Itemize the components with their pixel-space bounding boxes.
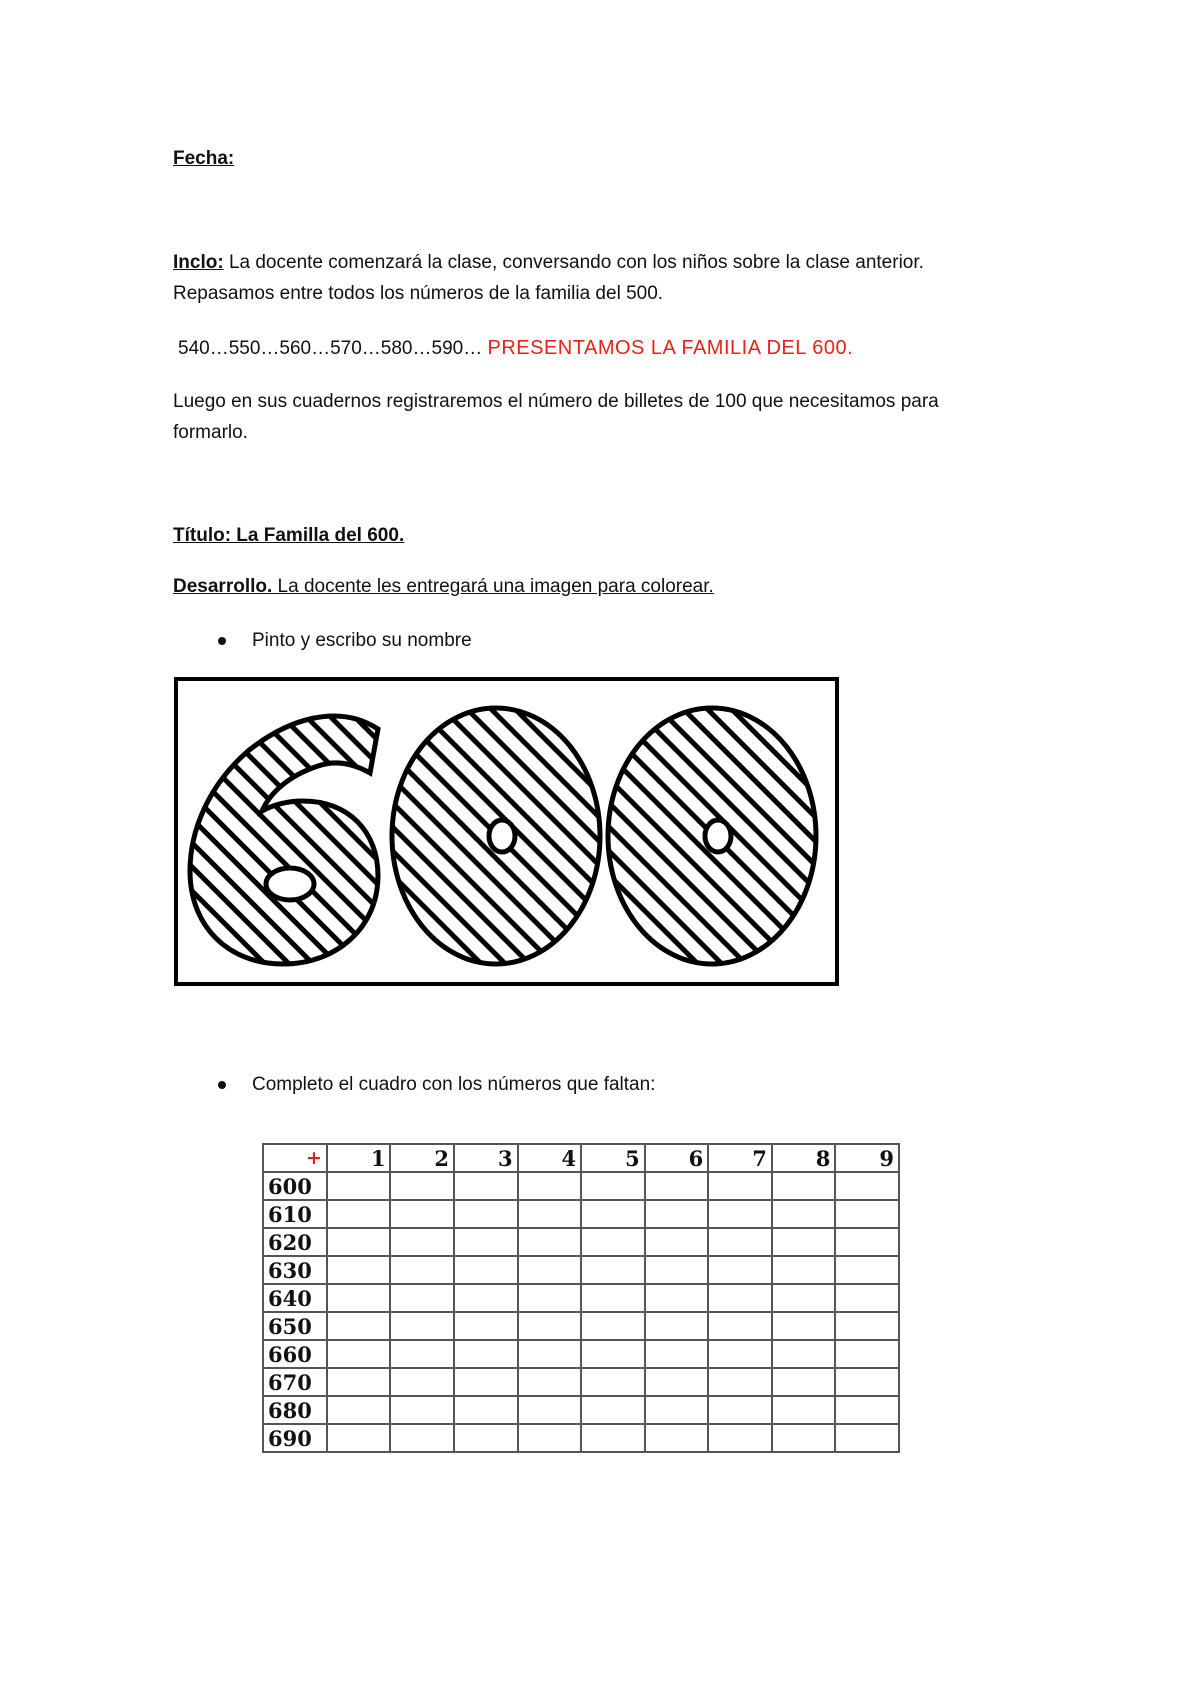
blank-answer-cell[interactable] (518, 1396, 582, 1424)
corner-plus-sign: + (263, 1144, 327, 1172)
row-header: 610 (263, 1200, 327, 1228)
inicio-line-2: Repasamos entre todos los números de la familia del 500. (173, 283, 664, 304)
blank-answer-cell[interactable] (454, 1172, 518, 1200)
row-header: 620 (263, 1228, 327, 1256)
family-600-announcement: PRESENTAMOS LA FAMILIA DEL 600. (487, 337, 854, 359)
row-header: 690 (263, 1424, 327, 1452)
blank-answer-cell[interactable] (772, 1396, 836, 1424)
col-header: 8 (772, 1144, 836, 1172)
row-header: 600 (263, 1172, 327, 1200)
blank-answer-cell[interactable] (645, 1340, 709, 1368)
col-header: 9 (835, 1144, 899, 1172)
row-header: 660 (263, 1340, 327, 1368)
blank-answer-cell[interactable] (772, 1312, 836, 1340)
blank-answer-cell[interactable] (645, 1396, 709, 1424)
blank-answer-cell[interactable] (390, 1368, 454, 1396)
blank-answer-cell[interactable] (581, 1228, 645, 1256)
blank-answer-cell[interactable] (645, 1200, 709, 1228)
blank-answer-cell[interactable] (327, 1396, 391, 1424)
blank-answer-cell[interactable] (327, 1368, 391, 1396)
blank-answer-cell[interactable] (772, 1256, 836, 1284)
blank-answer-cell[interactable] (518, 1312, 582, 1340)
date-label: Fecha: (173, 148, 235, 169)
luego-line-2: formarlo. (173, 422, 248, 443)
desarrollo-line (173, 574, 714, 600)
inicio-text: La docente comenzará la clase, conversando con los niños sobre la clase anterior. (223, 252, 924, 273)
blank-answer-cell[interactable] (645, 1256, 709, 1284)
blank-answer-cell[interactable] (327, 1172, 391, 1200)
blank-answer-cell[interactable] (518, 1200, 582, 1228)
blank-answer-cell[interactable] (835, 1396, 899, 1424)
blank-answer-cell[interactable] (708, 1228, 772, 1256)
blank-answer-cell[interactable] (390, 1396, 454, 1424)
blank-answer-cell[interactable] (518, 1172, 582, 1200)
blank-answer-cell[interactable] (390, 1256, 454, 1284)
row-header: 680 (263, 1396, 327, 1424)
blank-answer-cell[interactable] (390, 1172, 454, 1200)
blank-answer-cell[interactable] (772, 1368, 836, 1396)
blank-answer-cell[interactable] (390, 1284, 454, 1312)
blank-answer-cell[interactable] (454, 1200, 518, 1228)
blank-answer-cell[interactable] (581, 1284, 645, 1312)
blank-answer-cell[interactable] (708, 1340, 772, 1368)
blank-answer-cell[interactable] (645, 1368, 709, 1396)
blank-answer-cell[interactable] (772, 1228, 836, 1256)
blank-answer-cell[interactable] (645, 1312, 709, 1340)
blank-answer-cell[interactable] (581, 1368, 645, 1396)
date-line (173, 146, 234, 172)
col-header: 2 (390, 1144, 454, 1172)
blank-answer-cell[interactable] (835, 1228, 899, 1256)
blank-answer-cell[interactable] (454, 1396, 518, 1424)
blank-answer-cell[interactable] (327, 1256, 391, 1284)
table-row (263, 1424, 899, 1452)
blank-answer-cell[interactable] (581, 1396, 645, 1424)
blank-answer-cell[interactable] (454, 1284, 518, 1312)
blank-answer-cell[interactable] (772, 1284, 836, 1312)
blank-answer-cell[interactable] (390, 1340, 454, 1368)
blank-answer-cell[interactable] (581, 1424, 645, 1452)
blank-answer-cell[interactable] (835, 1172, 899, 1200)
blank-answer-cell[interactable] (708, 1396, 772, 1424)
blank-answer-cell[interactable] (518, 1284, 582, 1312)
blank-answer-cell[interactable] (327, 1312, 391, 1340)
blank-answer-cell[interactable] (708, 1312, 772, 1340)
blank-answer-cell[interactable] (518, 1228, 582, 1256)
blank-answer-cell[interactable] (645, 1172, 709, 1200)
table-header-row (263, 1144, 899, 1172)
table-row (263, 1284, 899, 1312)
blank-answer-cell[interactable] (708, 1172, 772, 1200)
digit-six-shape (190, 716, 378, 964)
blank-answer-cell[interactable] (454, 1228, 518, 1256)
blank-answer-cell[interactable] (581, 1340, 645, 1368)
blank-answer-cell[interactable] (327, 1340, 391, 1368)
addition-table (262, 1143, 900, 1453)
blank-answer-cell[interactable] (518, 1424, 582, 1452)
blank-answer-cell[interactable] (772, 1340, 836, 1368)
digit-zero-2-shape (608, 708, 816, 964)
table-row (263, 1368, 899, 1396)
table-row (263, 1396, 899, 1424)
hatched-600-artwork (174, 677, 839, 986)
blank-answer-cell[interactable] (454, 1256, 518, 1284)
row-header: 650 (263, 1312, 327, 1340)
blank-answer-cell[interactable] (835, 1424, 899, 1452)
desarrollo-period: . (708, 576, 714, 597)
blank-answer-cell[interactable] (454, 1424, 518, 1452)
blank-answer-cell[interactable] (327, 1228, 391, 1256)
table-row (263, 1256, 899, 1284)
bullet-dot-icon (218, 1081, 226, 1089)
blank-answer-cell[interactable] (645, 1424, 709, 1452)
desarrollo-text: La docente les entregará una imagen para colorear (272, 576, 709, 597)
blank-answer-cell[interactable] (581, 1312, 645, 1340)
blank-answer-cell[interactable] (327, 1284, 391, 1312)
blank-answer-cell[interactable] (708, 1424, 772, 1452)
col-header: 4 (518, 1144, 582, 1172)
blank-answer-cell[interactable] (390, 1424, 454, 1452)
blank-answer-cell[interactable] (772, 1200, 836, 1228)
table-body (263, 1172, 899, 1452)
page-title (173, 523, 404, 549)
blank-answer-cell[interactable] (835, 1284, 899, 1312)
blank-answer-cell[interactable] (708, 1200, 772, 1228)
number-sequence-line (178, 335, 853, 362)
blank-answer-cell[interactable] (518, 1256, 582, 1284)
blank-answer-cell[interactable] (835, 1340, 899, 1368)
blank-answer-cell[interactable] (518, 1340, 582, 1368)
blank-answer-cell[interactable] (835, 1200, 899, 1228)
blank-answer-cell[interactable] (708, 1284, 772, 1312)
row-header: 630 (263, 1256, 327, 1284)
blank-answer-cell[interactable] (518, 1368, 582, 1396)
col-header: 3 (454, 1144, 518, 1172)
table-row (263, 1228, 899, 1256)
col-header: 1 (327, 1144, 391, 1172)
col-header: 7 (708, 1144, 772, 1172)
col-header: 5 (581, 1144, 645, 1172)
digit-zero-1-shape (392, 708, 600, 964)
table-row (263, 1340, 899, 1368)
blank-answer-cell[interactable] (581, 1172, 645, 1200)
blank-answer-cell[interactable] (772, 1172, 836, 1200)
inicio-line (173, 250, 924, 276)
blank-answer-cell[interactable] (835, 1368, 899, 1396)
number-sequence: 540…550…560…570…580…590… (178, 338, 483, 359)
table-row (263, 1172, 899, 1200)
blank-answer-cell[interactable] (645, 1228, 709, 1256)
blank-answer-cell[interactable] (327, 1200, 391, 1228)
blank-answer-cell[interactable] (708, 1368, 772, 1396)
table-row (263, 1312, 899, 1340)
bullet-completo: Completo el cuadro con los números que faltan: (252, 1074, 656, 1095)
desarrollo-label: Desarrollo. (173, 576, 273, 597)
blank-answer-cell[interactable] (835, 1312, 899, 1340)
blank-answer-cell[interactable] (454, 1312, 518, 1340)
blank-answer-cell[interactable] (708, 1256, 772, 1284)
blank-answer-cell[interactable] (835, 1256, 899, 1284)
blank-answer-cell[interactable] (390, 1200, 454, 1228)
blank-answer-cell[interactable] (390, 1312, 454, 1340)
blank-answer-cell[interactable] (581, 1256, 645, 1284)
row-header: 670 (263, 1368, 327, 1396)
row-header: 640 (263, 1284, 327, 1312)
blank-answer-cell[interactable] (390, 1228, 454, 1256)
blank-answer-cell[interactable] (581, 1200, 645, 1228)
title-text: Título: La Familla del 600. (173, 525, 405, 546)
bullet-pinto: Pinto y escribo su nombre (252, 630, 472, 651)
blank-answer-cell[interactable] (454, 1340, 518, 1368)
bullet-dot-icon (218, 637, 226, 645)
luego-line-1: Luego en sus cuadernos registraremos el número de billetes de 100 que necesitamos para (173, 391, 939, 412)
col-header: 6 (645, 1144, 709, 1172)
table-row (263, 1200, 899, 1228)
blank-answer-cell[interactable] (772, 1424, 836, 1452)
blank-answer-cell[interactable] (645, 1284, 709, 1312)
blank-answer-cell[interactable] (327, 1424, 391, 1452)
number-600-drawing (178, 681, 835, 982)
blank-answer-cell[interactable] (454, 1368, 518, 1396)
inicio-label: Inclo: (173, 252, 224, 273)
